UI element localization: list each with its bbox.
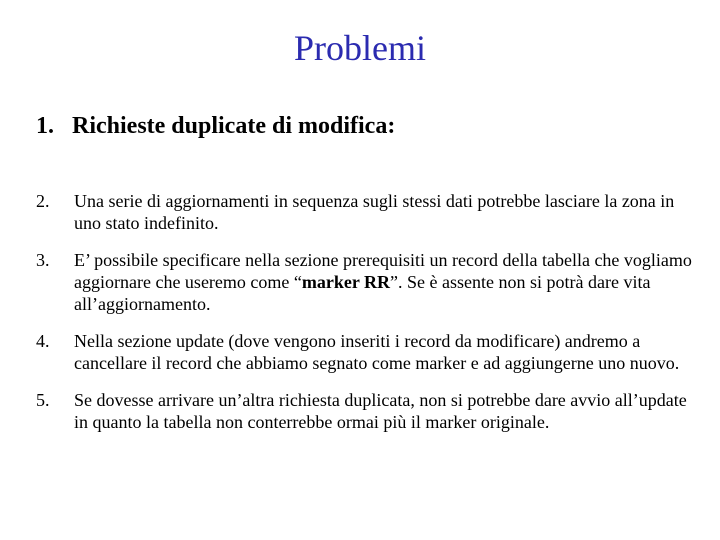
list-heading [36,110,395,142]
list-item-text [74,250,692,314]
list-item-text-before: E’ possibile specificare nella sezione prerequisiti un record della tabella che vogliamo aggiornare che useremo come “ [74,250,692,292]
list-item [36,249,696,315]
list-item-text: Una serie di aggiornamenti in sequenza sugli stessi dati potrebbe lasciare la zona in uno stato indefinito. [74,191,675,233]
list-heading-number: 1. [36,113,54,139]
slide-title: Problemi [294,28,426,68]
list-heading-text: Richieste duplicate di modifica: [72,113,396,139]
numbered-list [36,190,696,448]
list-item-text: Se dovesse arrivare un’altra richiesta duplicata, non si potrebbe dare avvio all’update in quanto la tabella non conterrebbe ormai più il marker originale. [74,390,687,432]
marker-term: marker RR [301,272,391,292]
list-item [36,330,696,374]
list-item [36,190,696,234]
list-item-number: 4. [36,331,50,351]
list-item [36,389,696,433]
list-item-number: 3. [36,250,50,270]
list-item-text-after: ”. Se è assente non si potrà dare vita all’aggiornamento. [74,272,651,314]
list-item-number: 2. [36,191,50,211]
list-item-text: Nella sezione update (dove vengono inseriti i record da modificare) andremo a cancellare il record che abbiamo segnato come marker e ad aggiungerne uno nuovo. [74,331,680,373]
list-item-number: 5. [36,390,50,410]
